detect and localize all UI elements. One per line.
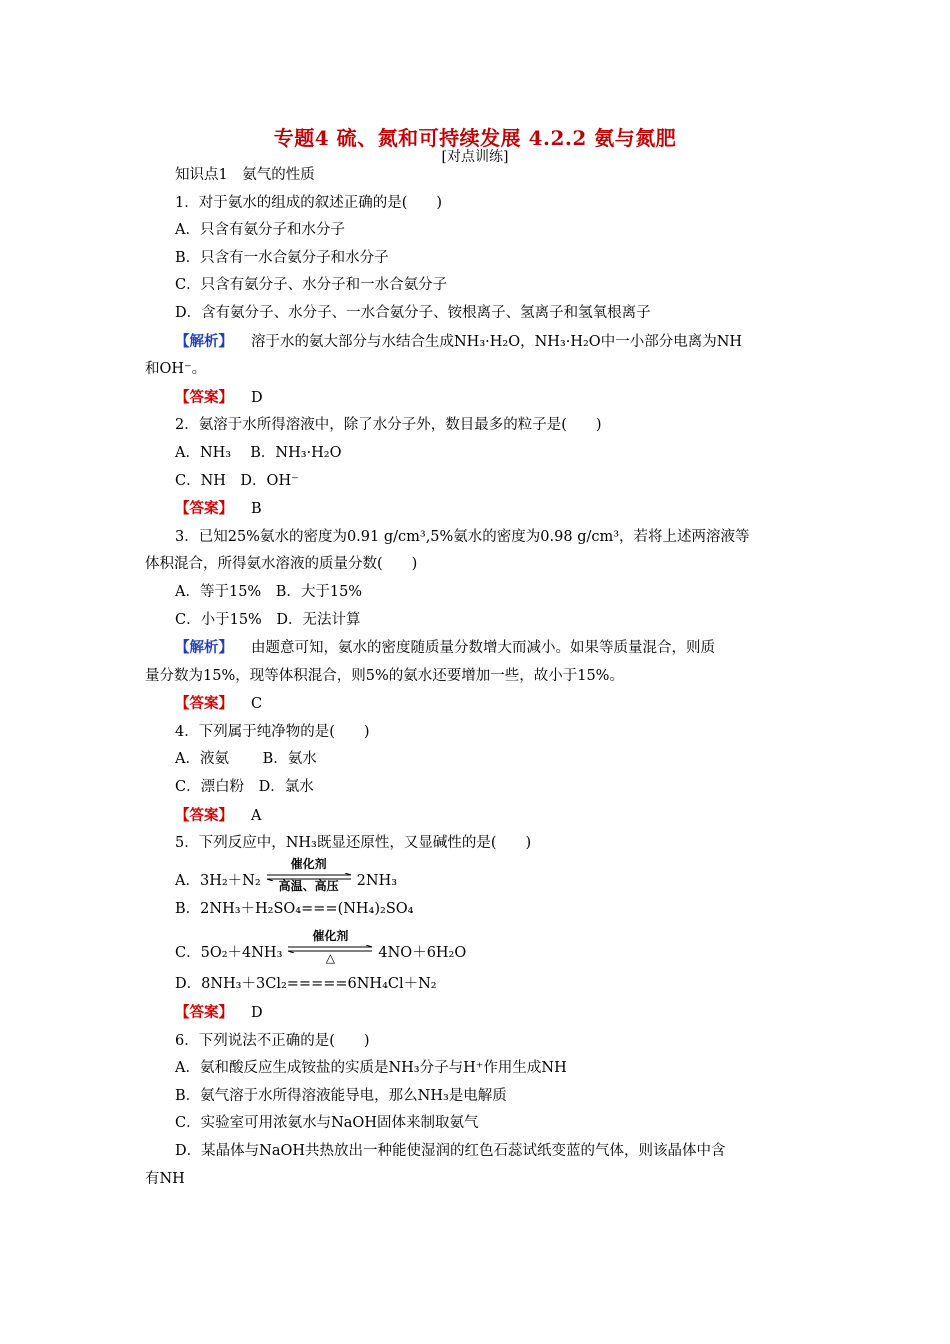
q5-option-d: D．8NH₃＋3Cl₂=====6NH₄Cl＋N₂ [175,976,437,993]
q4-options-cd: C．漂白粉 D．氯水 [175,779,314,796]
q5-c-condition-top: 催化剂 [312,929,349,944]
q6-option-d: D．某晶体与NaOH共热放出一种能使湿润的红色石蕊试纸变蓝的气体，则该晶体中含 [175,1143,726,1159]
q1-option-c: C．只含有氨分子、水分子和一水合氨分子 [175,277,448,294]
q2-stem: 2．氨溶于水所得溶液中，除了水分子外，数目最多的粒子是( ) [175,417,602,434]
q5-c-products: 4NO＋6H₂O [378,945,467,962]
reversible-arrow-icon [286,929,374,966]
q5-a-condition-top: 催化剂 [290,856,327,871]
q5-option-b: B．2NH₃＋H₂SO₄===(NH₄)₂SO₄ [175,900,414,917]
q3-options-ab: A．等于15% B．大于15% [175,583,363,600]
q3-answer-value: C [251,696,263,713]
q2-answer-value: B [251,501,262,518]
q5-option-a [145,858,810,896]
document-subtitle: [对点训练] [441,149,509,165]
q3-stem-cont: 体积混合，所得氨水溶液的质量分数( ) [145,556,418,573]
reversible-arrow-icon [265,856,353,893]
q5-c-condition-bottom: △ [325,951,335,966]
q3-options-cd: C．小于15% D．无法计算 [175,611,361,628]
q1-analysis-text: 溶于水的氨大部分与水结合生成NH₃·H₂O，NH₃·H₂O中一小部分电离为NH [251,333,743,350]
q5-a-condition-bottom: 高温、高压 [278,878,339,893]
q2-options-ab: A．NH₃ B．NH₃·H₂O [175,444,342,461]
answer-tag: 【答案】 [175,695,233,713]
q1-analysis [145,328,810,357]
q3-analysis-cont: 量分数为15%，现等体积混合，则5%的氨水还要增加一些，故小于15%。 [145,667,624,684]
q6-option-a: A．氨和酸反应生成铵盐的实质是NH₃分子与H⁺作用生成NH [175,1060,567,1077]
q4-stem: 4．下列属于纯净物的是( ) [175,723,370,740]
q5-stem: 5．下列反应中，NH₃既显还原性，又显碱性的是( ) [175,835,532,852]
q6-option-d-cont: 有NH [145,1170,185,1187]
q3-analysis-text: 由题意可知，氨水的密度随质量分数增大而减小。如果等质量混合，则质 [251,640,715,657]
answer-tag: 【答案】 [175,500,233,518]
answer-tag: 【答案】 [175,1004,233,1022]
analysis-tag: 【解析】 [175,639,233,657]
q3-answer [145,690,810,719]
q5-a-products: 2NH₃ [356,872,398,889]
answer-tag: 【答案】 [175,806,233,824]
q5-answer [145,999,810,1028]
section-heading: 知识点1 氨气的性质 [175,167,315,183]
q2-answer [145,495,810,524]
q5-option-c [145,923,810,971]
q4-options-ab: A．液氨 B．氨水 [175,751,317,768]
q3-stem: 3．已知25%氨水的密度为0.91 g/cm³,5%氨水的密度为0.98 g/cm³，若将上述两溶液等 [175,528,750,545]
q1-option-a: A．只含有氨分子和水分子 [175,222,345,239]
q1-option-d: D．含有氨分子、水分子、一水合氨分子、铵根离子、氢离子和氢氧根离子 [175,304,651,321]
q1-stem: 1．对于氨水的组成的叙述正确的是( ) [175,194,443,211]
q6-option-c: C．实验室可用浓氨水与NaOH固体来制取氨气 [175,1115,479,1132]
document-body [145,162,810,1193]
q6-option-b: B．氨气溶于水所得溶液能导电，那么NH₃是电解质 [175,1087,507,1104]
answer-tag: 【答案】 [175,388,233,406]
q6-stem: 6．下列说法不正确的是( ) [175,1032,370,1049]
q1-analysis-cont: 和OH⁻。 [145,361,207,378]
q3-analysis [145,634,810,663]
q1-answer [145,384,810,413]
q1-answer-value: D [251,389,263,406]
document-title: 专题4 硫、氮和可持续发展 4.2.2 氨与氮肥 [273,126,677,150]
q1-option-b: B．只含有一水合氨分子和水分子 [175,249,389,266]
q5-answer-value: D [251,1005,263,1022]
analysis-tag: 【解析】 [175,332,233,350]
q4-answer-value: A [251,807,262,824]
q5-c-reactants: C．5O₂＋4NH₃ [175,945,283,962]
q2-options-cd: C．NH D．OH⁻ [175,472,299,489]
q5-a-reactants: A．3H₂＋N₂ [175,872,261,889]
q4-answer [145,802,810,831]
